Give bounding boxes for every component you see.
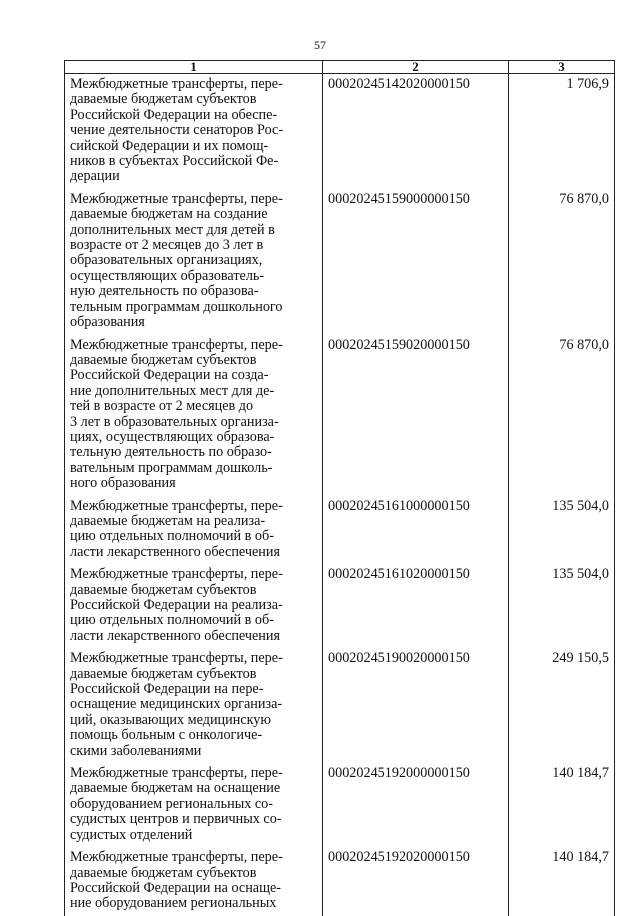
table-row [65,74,615,189]
amount-cell: 140 184,7 [509,763,615,847]
amount-cell: 135 504,0 [509,496,615,565]
transfer-name-cell: Межбюджетные трансферты, пере- даваемые бюджетам субъектов Российской Федерации на обеспе- чение деятельности сенаторов Рос- сийской Федерации и их помощ- ников в субъектах Российской Фе- дерации [65,74,323,189]
transfer-name-cell: Межбюджетные трансферты, пере- даваемые бюджетам на создание дополнительных мест для детей в возрасте от 2 месяцев до 3 лет в образовательных организациях, осуществляющих образователь- ную деятельность по образова- тельным программам дошкольного образования [65,189,323,335]
budget-table [64,60,615,916]
table-body [65,74,615,916]
budget-code-cell: 00020245161000000150 [323,496,509,565]
budget-code-cell: 00020245159020000150 [323,335,509,496]
table-row [65,189,615,335]
table-row [65,335,615,496]
transfer-name-cell: Межбюджетные трансферты, пере- даваемые бюджетам на оснащение оборудованием региональных со- судистых центров и первичных со- судистых отделений [65,763,323,847]
table-row [65,847,615,916]
table-row [65,763,615,847]
transfer-name-cell: Межбюджетные трансферты, пере- даваемые бюджетам субъектов Российской Федерации на созда- ние дополнительных мест для де- тей в возрасте от 2 месяцев до 3 лет в образовательных организа- циях, осуществляющих образова- тельную деятельность по образо- вательным программам дошколь- ного образования [65,335,323,496]
column-header-3: 3 [509,61,615,74]
amount-cell: 76 870,0 [509,335,615,496]
column-header-2: 2 [323,61,509,74]
amount-cell: 1 706,9 [509,74,615,189]
budget-code-cell: 00020245159000000150 [323,189,509,335]
table-row [65,496,615,565]
amount-cell: 135 504,0 [509,564,615,648]
amount-cell: 140 184,7 [509,847,615,916]
budget-code-cell: 00020245192000000150 [323,763,509,847]
transfer-name-cell: Межбюджетные трансферты, пере- даваемые бюджетам субъектов Российской Федерации на пере- оснащение медицинских организа- ций, оказывающих медицинскую помощь больным с онкологиче- скими заболеваниями [65,648,323,763]
budget-code-cell: 00020245190020000150 [323,648,509,763]
table-row [65,648,615,763]
budget-code-cell: 00020245161020000150 [323,564,509,648]
column-header-1: 1 [65,61,323,74]
budget-code-cell: 00020245142020000150 [323,74,509,189]
transfer-name-cell: Межбюджетные трансферты, пере- даваемые бюджетам на реализа- цию отдельных полномочий в об- ласти лекарственного обеспечения [65,496,323,565]
page-number: 57 [314,38,326,52]
budget-code-cell: 00020245192020000150 [323,847,509,916]
amount-cell: 76 870,0 [509,189,615,335]
transfer-name-cell: Межбюджетные трансферты, пере- даваемые бюджетам субъектов Российской Федерации на оснаще- ние оборудованием региональных [65,847,323,916]
header-row [65,61,615,74]
amount-cell: 249 150,5 [509,648,615,763]
table-header [65,61,615,74]
transfer-name-cell: Межбюджетные трансферты, пере- даваемые бюджетам субъектов Российской Федерации на реализа- цию отдельных полномочий в об- ласти лекарственного обеспечения [65,564,323,648]
table-row [65,564,615,648]
